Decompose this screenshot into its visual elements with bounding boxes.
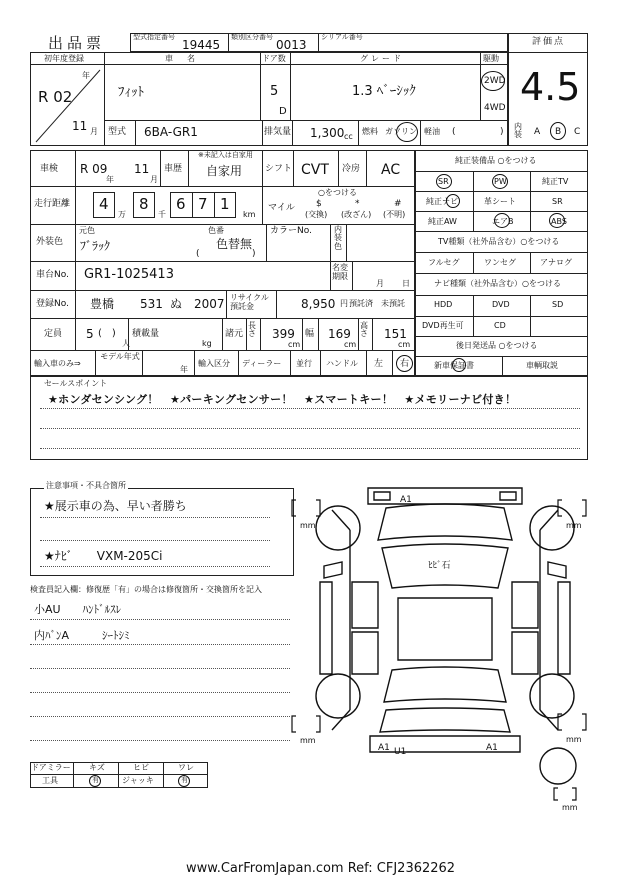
equip-sr-circle (436, 174, 452, 189)
mm-unit: mm (566, 521, 582, 530)
notes-line-2: ★ﾅﾋﾞ VXM-205Ci (44, 549, 163, 563)
right-handle: 右 (400, 359, 410, 369)
mileage-label: 走行距離 (34, 199, 71, 209)
drive-label: 駆動 (483, 54, 499, 63)
year-unit: 年 (82, 71, 90, 80)
equip-airbag: エアB (492, 217, 514, 226)
reg-class: 531 (140, 297, 163, 311)
damage-mark-glass: ﾋﾋﾞ石 (428, 561, 451, 571)
damage-mark-front: A1 (400, 495, 412, 505)
category-label: 類別区分番号 (231, 33, 273, 41)
km-unit: km (243, 210, 256, 219)
interior-a: A (534, 127, 541, 137)
exterior-label: 外装色 (36, 237, 64, 247)
cm-unit: cm (288, 340, 301, 349)
tv-oneseg: ワンセグ (484, 258, 516, 267)
grade-label: グレード (360, 54, 404, 63)
hash-mark: # (394, 199, 402, 209)
kg-unit: kg (202, 339, 212, 348)
drive-4wd: 4WD (484, 103, 506, 113)
equip-sr: SR (438, 177, 449, 186)
first-reg-month: 11 (72, 119, 88, 133)
cm-unit: cm (398, 340, 411, 349)
equip-navi: 純正ナビ (426, 197, 458, 206)
recycle-label: リサイクル預託金 (230, 293, 269, 311)
tool-label: 工具 (42, 776, 58, 785)
inspection-month: 11 (134, 162, 150, 176)
handle-label: ハンドル (326, 359, 358, 368)
length-value: 399 (272, 327, 295, 341)
month-unit: 月 (376, 279, 384, 288)
equip-sr2: SR (552, 197, 563, 206)
mileage-digit: 1 (220, 195, 230, 213)
model-year-label: モデル年式 (100, 352, 140, 361)
model-designation-label: 型式指定番号 (133, 33, 175, 41)
reg-place: 豊橋 (90, 297, 115, 311)
tool-value: 有 (92, 776, 99, 784)
inspector-line-2: 内ﾊﾞﾝA ｼｰﾄｼﾐ (34, 629, 130, 642)
doors-value: 5 (270, 84, 279, 99)
recycle-status-unpaid: 未預託 (381, 299, 405, 308)
shift-label: シフト (265, 164, 293, 174)
name-change-label: 名変期限 (332, 263, 348, 281)
equip-tv: 純正TV (542, 177, 569, 186)
paren-close: ) (252, 249, 256, 259)
navi-hdd: HDD (434, 300, 453, 309)
mm-unit: mm (562, 803, 578, 812)
tv-title: TV種類（社外品含む）○をつける (438, 237, 560, 246)
dims-label: 諸元 (225, 329, 244, 339)
interior-color-label: 内装色 (334, 225, 342, 251)
jack-circle (178, 775, 190, 787)
parts-header-crack: ヒビ (133, 763, 149, 772)
original-color-label: 元色 (79, 226, 95, 235)
score-label: 評価点 (532, 37, 566, 47)
dealer-option: ディーラー (242, 359, 282, 368)
sen-unit: 千 (158, 210, 166, 219)
model-value: 6BA-GR1 (144, 125, 198, 139)
recycle-status: 預託済 (349, 299, 373, 308)
drive-2wd: 2WD (484, 76, 506, 86)
height-value: 151 (384, 327, 407, 341)
width-value: 169 (328, 327, 351, 341)
damage-mark-rear-u: U1 (394, 747, 407, 757)
model-designation-value: 19445 (182, 38, 221, 52)
equip-pw: PW (494, 177, 507, 186)
history-value: 自家用 (206, 164, 243, 178)
equip-abs-circle (549, 213, 565, 228)
year-unit: 年 (106, 175, 114, 184)
model-label: 型式 (108, 127, 127, 137)
chassis-value: GR1-1025413 (84, 267, 174, 282)
car-damage-diagram (290, 470, 600, 820)
reg-label: 登録No. (36, 299, 69, 309)
navi-sd: SD (552, 300, 564, 309)
notes-line-1: ★展示車の為、早い者勝ち (44, 499, 187, 513)
score-value: 4.5 (520, 65, 581, 109)
interior-b-circle (550, 122, 566, 140)
fuel-gasoline-circle (396, 122, 418, 142)
hash-note: (不明) (383, 210, 406, 219)
reg-kana: ぬ (170, 297, 183, 311)
color-code-label: カラーNo. (270, 226, 312, 236)
navi-dvd: DVD (492, 300, 510, 309)
color-no-label: 色番 (208, 226, 224, 235)
load-label: 積載量 (132, 329, 160, 339)
parts-header-mirror: ドアミラー (31, 763, 71, 772)
mm-unit: mm (300, 521, 316, 530)
sales-point-text: ★ホンダセンシング！ ★パーキングセンサー！ ★スマートキー！ ★メモリーナビ付き！ (48, 393, 517, 406)
sales-point-label: セールスポイント (44, 379, 108, 388)
ac-value: AC (381, 162, 401, 178)
parallel-option: 並行 (296, 359, 312, 368)
navi-cd: CD (494, 321, 506, 330)
mileage-digit: 6 (176, 195, 186, 213)
star-mark: * (355, 199, 360, 209)
inspection-label: 車検 (40, 164, 59, 174)
mm-unit: mm (300, 736, 316, 745)
import-type-label: 輸入区分 (198, 359, 230, 368)
doc-manual: 車輌取説 (526, 361, 558, 370)
jack-label: ジャッキ (122, 776, 154, 785)
mileage-digit: 7 (198, 195, 208, 213)
navi-title: ナビ種類（社外品含む）○をつける (434, 279, 561, 288)
recycle-unit: 円 (340, 299, 348, 308)
cm-unit: cm (344, 340, 357, 349)
equip-leather: 革シート (484, 197, 516, 206)
capacity-unit: 人 (122, 339, 130, 348)
displacement-value: 1,300 (310, 126, 345, 140)
footer-watermark: www.CarFromJapan.com Ref: CFJ2362262 (186, 861, 456, 876)
reg-number: 2007 (194, 297, 225, 311)
ac-label: 冷房 (342, 164, 361, 174)
page-title: 出品票 (48, 34, 106, 52)
damage-mark-rear-right: A1 (486, 743, 498, 753)
interior-b: B (555, 127, 562, 137)
original-color-value: ﾌﾞﾗｯｸ (80, 239, 111, 253)
navi-dvd-play: DVD再生可 (422, 321, 464, 330)
mileage-digit: 8 (139, 195, 149, 213)
dollar-mark: $ (316, 199, 322, 209)
cc-unit: cc (344, 132, 353, 141)
grade-value: 1.3 ﾍﾞｰｼｯｸ (352, 84, 416, 99)
mm-unit: mm (566, 735, 582, 744)
length-label: 長さ (248, 321, 256, 339)
star-note: (改ざん) (341, 210, 372, 219)
interior-label: 内装 (514, 122, 522, 139)
equipment-title: 純正装備品 ○をつける (455, 156, 537, 165)
damage-mark-rear-left: A1 (378, 743, 390, 753)
fuel-label: 燃料 (362, 127, 378, 136)
category-value: 0013 (276, 38, 307, 52)
inspection-year: R 09 (80, 162, 108, 176)
paren-open: ( (196, 249, 200, 259)
fuel-gasoline: ガソリン (385, 127, 417, 136)
jack-value: 有 (181, 776, 188, 784)
first-reg-year: R 02 (38, 88, 73, 106)
dollar-note: (交換) (305, 210, 328, 219)
doc-warranty-circle (452, 358, 466, 372)
right-handle-circle (396, 355, 413, 372)
notes-label: 注意事項・不具合箇所 (46, 481, 126, 490)
capacity-label: 定員 (44, 329, 63, 339)
car-name-label: 車 名 (165, 54, 198, 63)
mile-label: マイル (268, 203, 295, 213)
equip-pw-circle (492, 174, 508, 189)
tool-circle (89, 775, 101, 787)
tv-fullseg: フルセグ (428, 258, 460, 267)
tv-analog: アナログ (540, 258, 572, 267)
capacity-value: 5 (86, 327, 94, 341)
parts-header-scratch: キズ (89, 763, 105, 772)
man-unit: 万 (118, 210, 126, 219)
month-unit: 月 (150, 175, 158, 184)
mileage-digit: 4 (99, 195, 109, 213)
inspector-label: 検査員記入欄：修復歴「有」の場合は修復箇所・交換箇所を記入 (30, 585, 262, 594)
fuel-diesel: 軽油 (424, 127, 440, 136)
chassis-label: 車台No. (36, 270, 69, 280)
height-label: 高さ (360, 321, 368, 339)
color-change-value: 色替無 (216, 237, 253, 251)
recycle-amount: 8,950 (301, 297, 336, 311)
door-type: D (279, 106, 287, 117)
shift-value: CVT (301, 162, 329, 178)
year-unit: 年 (180, 365, 188, 374)
doors-label: ドア数 (262, 54, 286, 63)
drive-2wd-circle (481, 71, 505, 91)
equip-airbag-circle (494, 213, 510, 228)
history-note: ※未記入は自家用 (198, 151, 253, 159)
mark-note: ○をつける (318, 188, 357, 197)
inspector-line-1: 小AU ﾊﾝﾄﾞﾙｽﾚ (34, 603, 122, 616)
equip-abs: ABS (551, 217, 567, 226)
car-name-value: ﾌｨｯﾄ (118, 85, 144, 100)
width-label: 幅 (305, 329, 315, 339)
docs-title: 後日発送品 ○をつける (456, 341, 538, 350)
equip-aw: 純正AW (428, 217, 457, 226)
import-label: 輸入車のみ⇒ (34, 359, 81, 368)
displacement-label: 排気量 (264, 127, 292, 137)
equip-navi-circle (446, 194, 460, 208)
month-unit: 月 (90, 127, 98, 136)
first-reg-label: 初年度登録 (44, 54, 84, 63)
history-label: 車歴 (164, 164, 183, 174)
interior-c: C (574, 127, 581, 137)
parts-header-break: ワレ (178, 763, 194, 772)
left-handle: 左 (374, 359, 384, 369)
serial-label: シリアル番号 (321, 33, 363, 41)
doc-warranty: 新車保証書 (434, 361, 474, 370)
